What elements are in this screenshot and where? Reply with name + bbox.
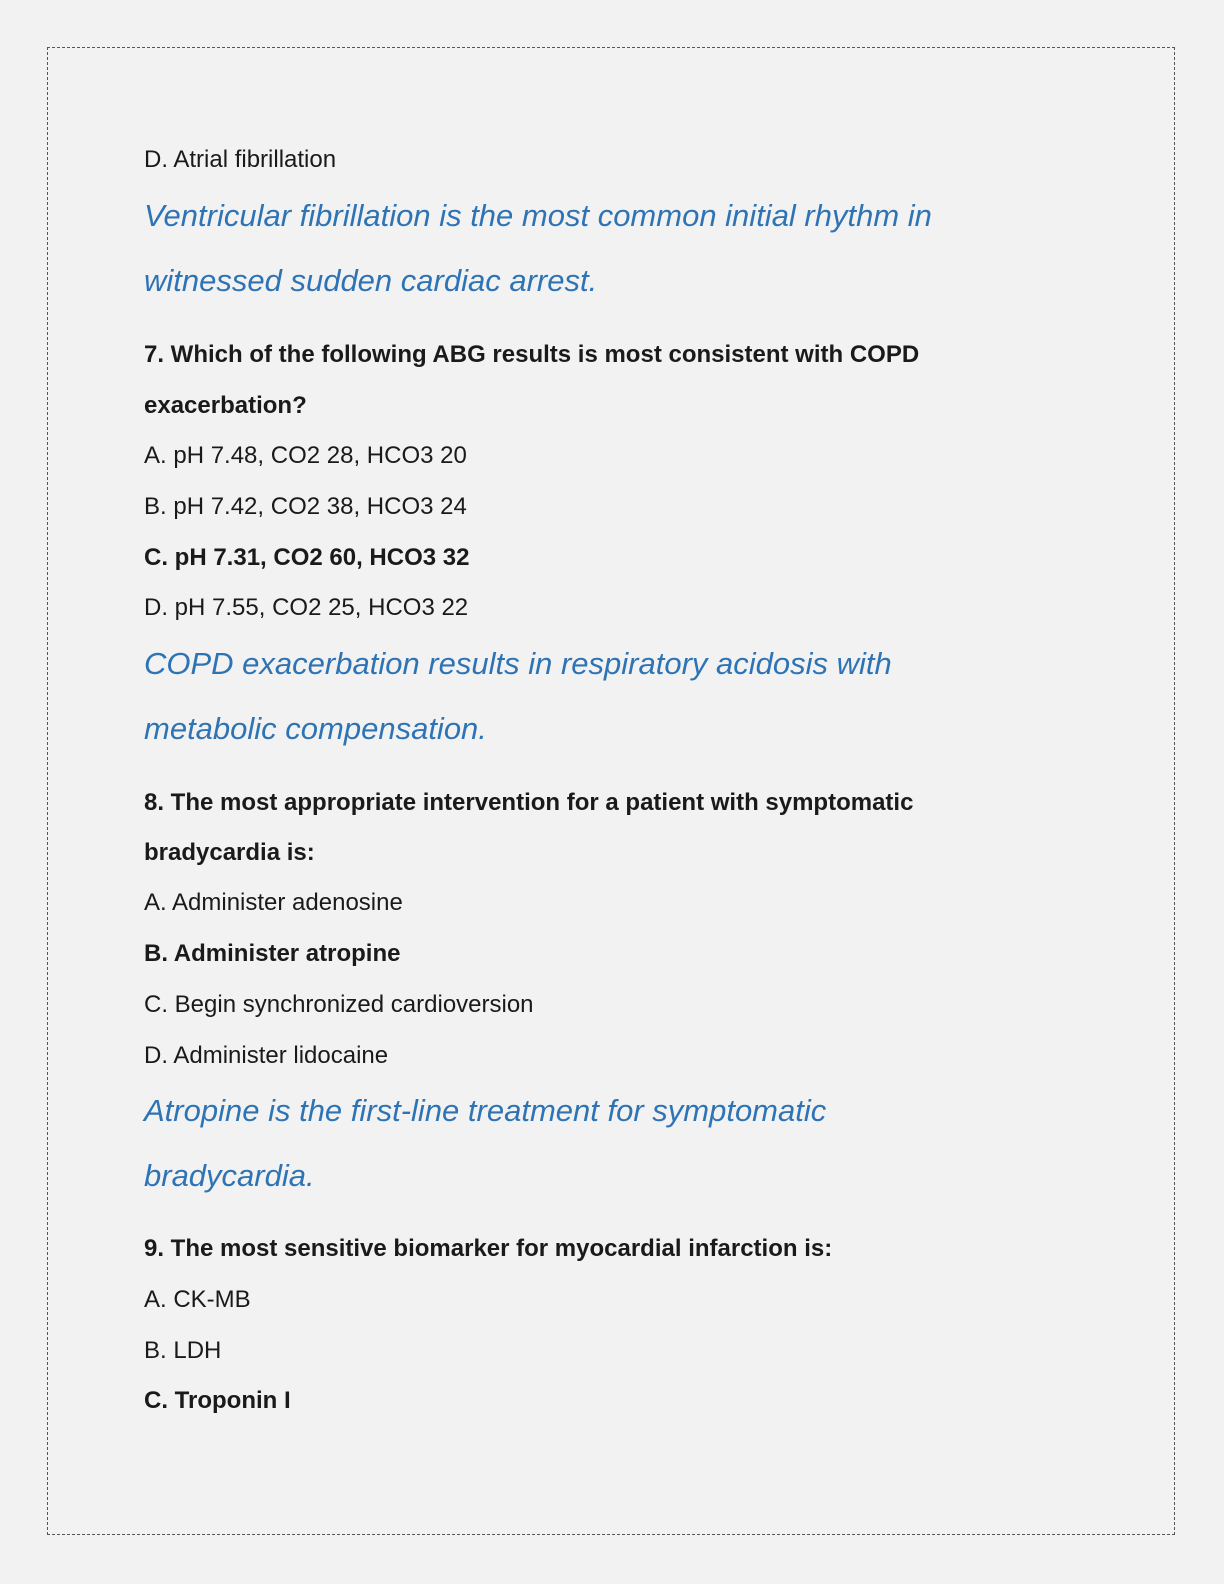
q8-explanation-line2: bradycardia. xyxy=(144,1158,315,1193)
q7-option-b: B. pH 7.42, CO2 38, HCO3 24 xyxy=(144,493,467,520)
q8-option-b-correct: B. Administer atropine xyxy=(144,940,401,967)
q8-option-c: C. Begin synchronized cardioversion xyxy=(144,991,534,1018)
q7-option-a: A. pH 7.48, CO2 28, HCO3 20 xyxy=(144,442,467,469)
q7-explanation-line2: metabolic compensation. xyxy=(144,711,487,746)
q7-question-line1: 7. Which of the following ABG results is most consistent with COPD xyxy=(144,341,920,368)
q7-option-c-correct: C. pH 7.31, CO2 60, HCO3 32 xyxy=(144,544,470,571)
q6-explanation-line1: Ventricular fibrillation is the most common initial rhythm in xyxy=(144,198,932,233)
q8-question-line1: 8. The most appropriate intervention for a patient with symptomatic xyxy=(144,789,914,816)
q6-option-d: D. Atrial fibrillation xyxy=(144,146,337,173)
q8-option-d: D. Administer lidocaine xyxy=(144,1042,389,1069)
q6-explanation-line2: witnessed sudden cardiac arrest. xyxy=(144,263,598,298)
q7-option-d: D. pH 7.55, CO2 25, HCO3 22 xyxy=(144,594,469,621)
q9-option-a: A. CK-MB xyxy=(144,1286,251,1313)
q7-question-line2: exacerbation? xyxy=(144,392,307,419)
q8-explanation-line1: Atropine is the first-line treatment for symptomatic xyxy=(144,1093,827,1128)
q7-explanation-line1: COPD exacerbation results in respiratory acidosis with xyxy=(144,646,892,681)
q8-question-line2: bradycardia is: xyxy=(144,839,315,866)
q9-option-b: B. LDH xyxy=(144,1337,222,1364)
q8-option-a: A. Administer adenosine xyxy=(144,889,403,916)
q9-question-line1: 9. The most sensitive biomarker for myocardial infarction is: xyxy=(144,1235,833,1262)
q9-option-c-correct: C. Troponin I xyxy=(144,1387,291,1414)
